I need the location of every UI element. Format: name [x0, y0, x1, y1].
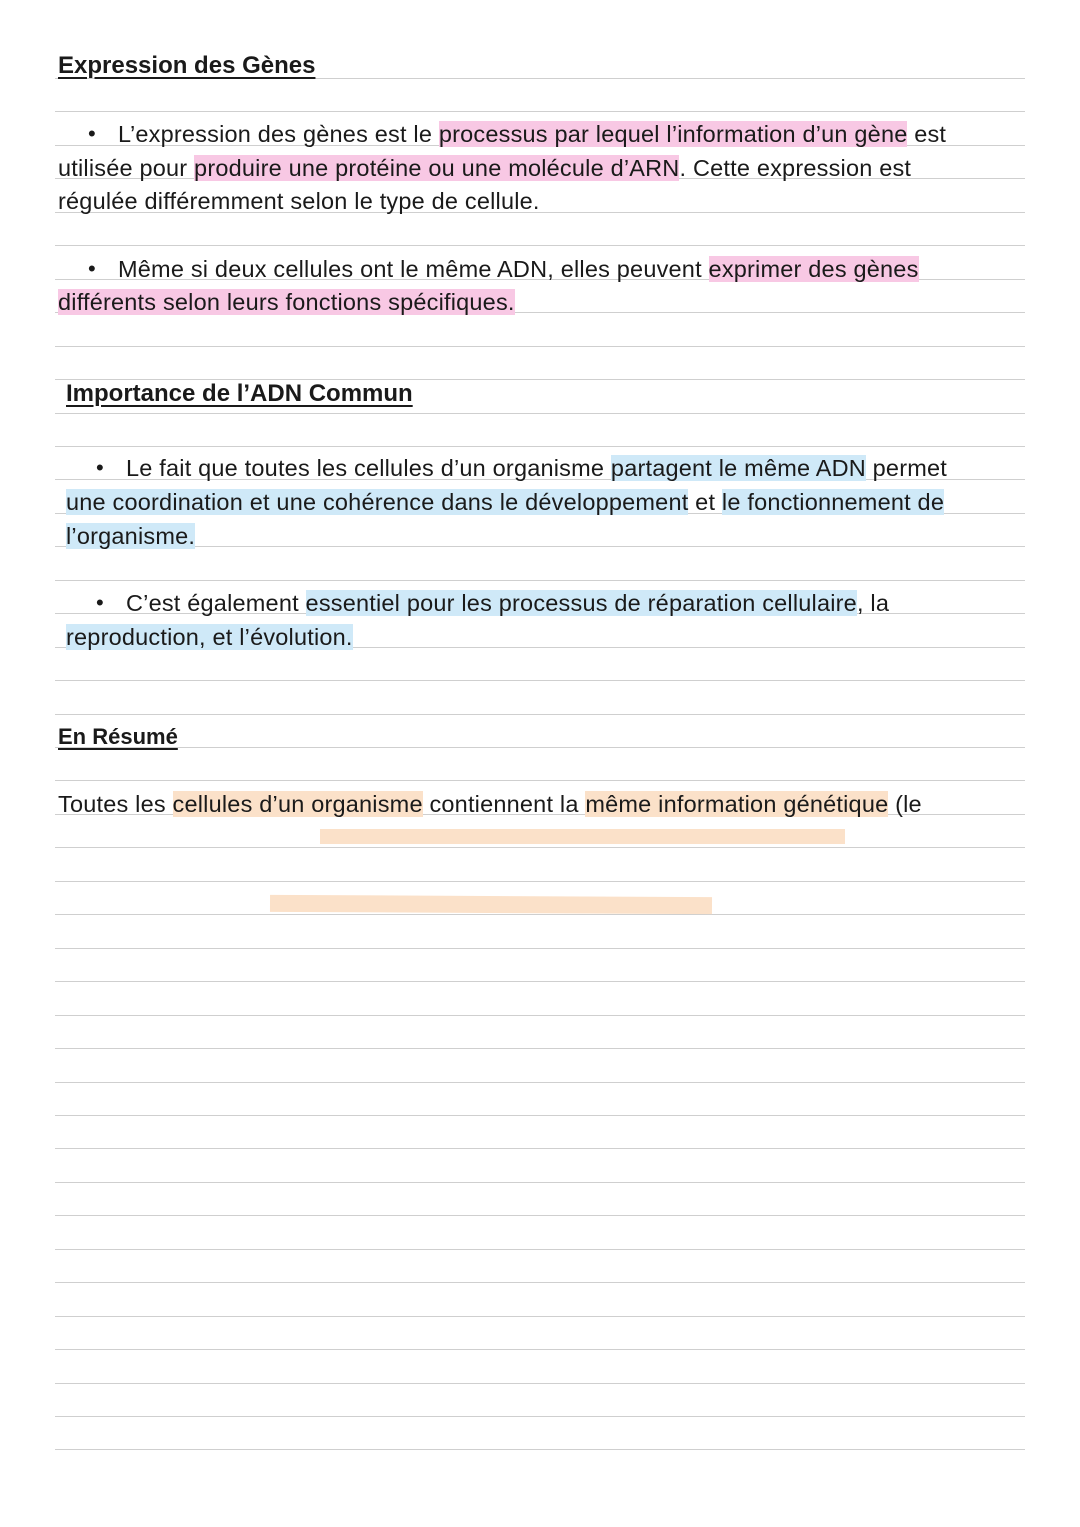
ruled-line [55, 1148, 1025, 1149]
ruled-line [55, 1015, 1025, 1016]
ruled-line [55, 914, 1025, 915]
ruled-line [55, 714, 1025, 715]
ruled-line [55, 1316, 1025, 1317]
ruled-line [55, 747, 1025, 748]
text-segment: . Cette expression est [679, 155, 912, 181]
text-line [118, 254, 919, 284]
highlighted-text: essentiel pour les processus de réparation cellulaire [305, 590, 857, 616]
ruled-line [55, 948, 1025, 949]
highlighted-text: cellules d’un organisme [172, 791, 423, 817]
highlighted-text: reproduction, et l’évolution. [66, 624, 353, 650]
ruled-line [55, 413, 1025, 414]
heading-expression-des-genes: Expression des Gènes [58, 52, 316, 79]
heading-en-resume: En Résumé [58, 724, 178, 749]
text-segment: Le fait que toutes les cellules d’un organisme [126, 455, 611, 481]
highlighted-text: exprimer des gènes [708, 256, 919, 282]
text-line [58, 153, 911, 183]
text-line [58, 789, 922, 819]
text-line [58, 186, 540, 216]
text-segment: régulée différemment selon le type de cellule. [58, 188, 540, 214]
bullet-icon: • [88, 121, 96, 146]
bullet-icon: • [96, 455, 104, 480]
ruled-line [55, 1082, 1025, 1083]
highlighted-text: une coordination et une cohérence dans le développement [66, 489, 689, 515]
ruled-line [55, 580, 1025, 581]
ruled-line [55, 245, 1025, 246]
ruled-line [55, 847, 1025, 848]
text-line [66, 622, 353, 652]
bullet-icon: • [96, 590, 104, 615]
text-segment: C’est également [126, 590, 306, 616]
text-segment: Même si deux cellules ont le même ADN, elles peuvent [118, 256, 709, 282]
ruled-line [55, 546, 1025, 547]
highlighted-text: processus par lequel l’information d’un gène [438, 121, 908, 147]
ruled-line [55, 1449, 1025, 1450]
ruled-line [55, 1282, 1025, 1283]
highlighted-text: l’organisme. [66, 523, 196, 549]
bullet-icon: • [88, 256, 96, 281]
text-segment: permet [865, 455, 947, 481]
text-segment: , la [856, 590, 890, 616]
text-line [58, 287, 515, 317]
highlighted-text: même information génétique [585, 791, 889, 817]
ruled-line [55, 1249, 1025, 1250]
text-segment: et [688, 489, 722, 515]
text-line [126, 453, 947, 483]
text-segment: Toutes les [58, 791, 173, 817]
text-segment: L’expression des gènes est le [118, 121, 439, 147]
ruled-line [55, 111, 1025, 112]
ruled-line [55, 1215, 1025, 1216]
ruled-line [55, 780, 1025, 781]
ruled-line [55, 1115, 1025, 1116]
text-line [126, 588, 889, 618]
text-segment: (le [888, 791, 922, 817]
text-line [66, 487, 944, 517]
text-segment: contiennent la [422, 791, 586, 817]
ruled-line [55, 881, 1025, 882]
ruled-line [55, 981, 1025, 982]
highlighted-text: partagent le même ADN [610, 455, 866, 481]
highlighted-text: produire une protéine ou une molécule d’ARN [194, 155, 680, 181]
ruled-line [55, 1383, 1025, 1384]
ruled-line [55, 1416, 1025, 1417]
ruled-line [55, 1349, 1025, 1350]
ruled-line [55, 1048, 1025, 1049]
ruled-line [55, 446, 1025, 447]
ruled-line [55, 346, 1025, 347]
highlighted-text: le fonctionnement de [721, 489, 945, 515]
text-segment: est [907, 121, 947, 147]
text-segment: utilisée pour [58, 155, 195, 181]
highlight-stroke [270, 895, 712, 914]
ruled-line [55, 1182, 1025, 1183]
text-line [118, 119, 946, 149]
highlight-stroke [320, 829, 845, 844]
heading-importance-adn-commun: Importance de l’ADN Commun [66, 380, 413, 407]
text-line [66, 521, 195, 551]
ruled-line [55, 680, 1025, 681]
highlighted-text: différents selon leurs fonctions spécifiques. [58, 289, 515, 315]
